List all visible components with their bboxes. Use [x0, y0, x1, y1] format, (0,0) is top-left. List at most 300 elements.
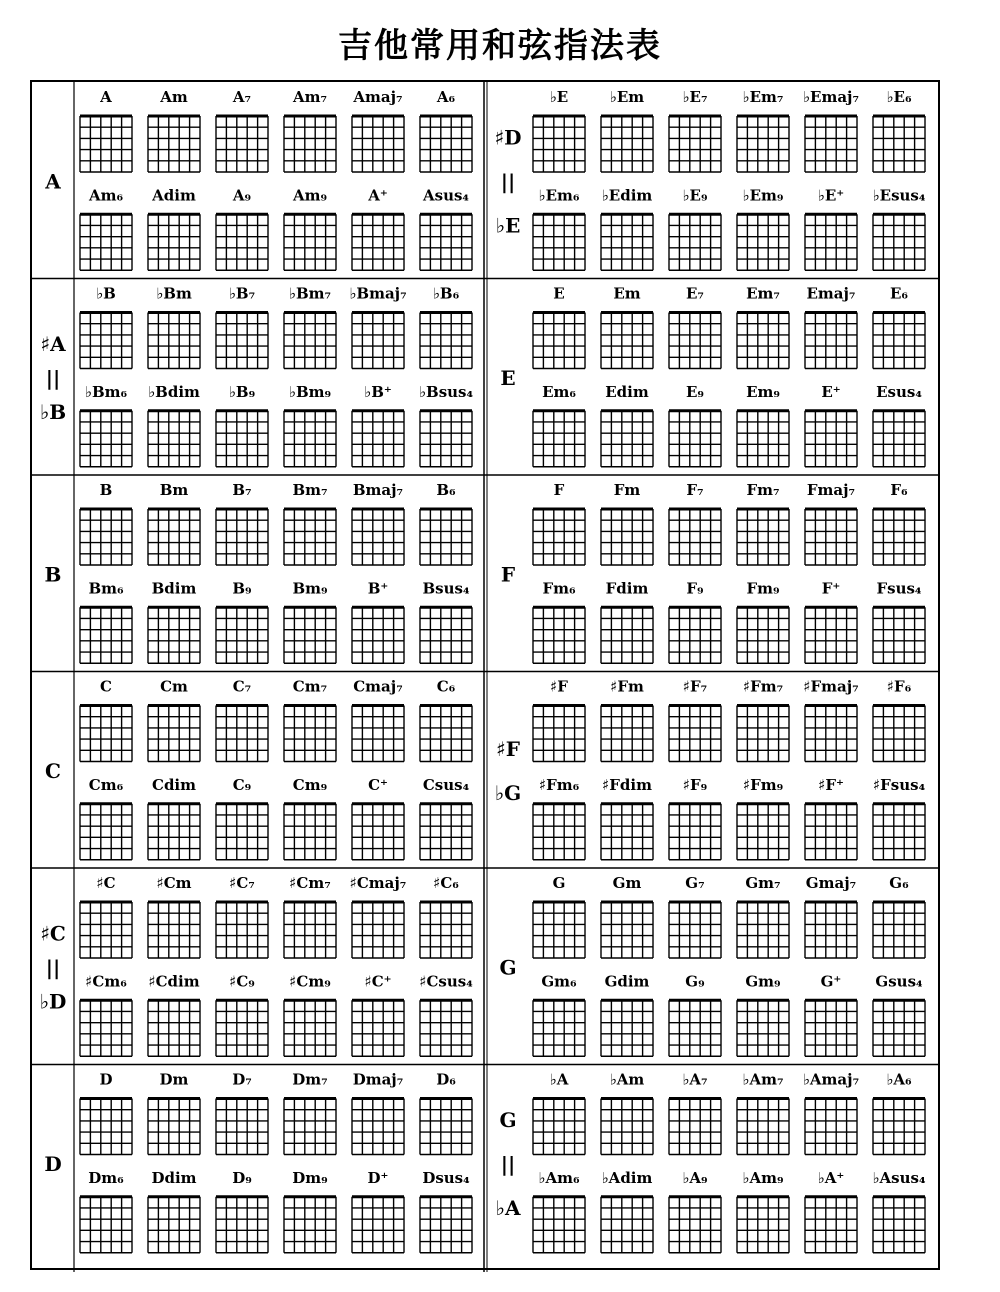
chord-name: ♯Fm₇ [742, 677, 784, 696]
root-label-right: ♯D [494, 125, 522, 150]
chord-diagram [737, 509, 789, 565]
chord-diagram [148, 214, 200, 270]
chord-name: ♯Csus₄ [419, 972, 473, 991]
chord-name: ♭Bmaj₇ [349, 284, 407, 303]
chord-name: ♭Em₆ [538, 186, 580, 205]
chord-diagram [601, 116, 653, 172]
root-label-left: ♭B [39, 399, 67, 424]
chord-diagram [805, 1197, 857, 1253]
chord-name: Edim [605, 382, 649, 401]
chord-name: Dm₉ [292, 1168, 328, 1187]
chord-name: Dsus₄ [422, 1168, 470, 1187]
chord-diagram [873, 214, 925, 270]
chord-name: D⁺ [367, 1168, 389, 1187]
chord-name: Gm₉ [745, 972, 781, 991]
chord-name: ♭Bdim [148, 382, 200, 401]
chord-diagram [352, 1197, 404, 1253]
chord-name: ♯Fdim [602, 775, 652, 794]
chord-diagram [284, 607, 336, 663]
chord-diagram [873, 116, 925, 172]
chord-name: Dm₇ [292, 1070, 328, 1089]
chord-name: ♭A₉ [682, 1168, 708, 1187]
chord-name: ♭Am₉ [742, 1168, 784, 1187]
chord-diagram [805, 607, 857, 663]
chord-diagram [352, 116, 404, 172]
chord-diagram [80, 116, 132, 172]
chord-name: Gsus₄ [875, 972, 923, 991]
chord-name: ♭B₇ [228, 284, 256, 303]
chord-diagram [805, 1000, 857, 1056]
page-title: 吉他常用和弦指法表 [338, 26, 662, 66]
chord-diagram [669, 411, 721, 467]
chord-diagram [420, 1000, 472, 1056]
chord-name: ♭A₇ [682, 1070, 708, 1089]
chord-name: Bmaj₇ [352, 481, 404, 499]
chord-name: D₆ [436, 1070, 456, 1089]
chord-name: ♯F₆ [886, 677, 912, 696]
chord-name: Asus₄ [422, 186, 470, 205]
chord-diagram [873, 1099, 925, 1155]
chord-diagram [284, 902, 336, 958]
chord-diagram [216, 116, 268, 172]
chord-diagram [533, 1099, 585, 1155]
chord-name: ♭Bm₇ [288, 284, 332, 303]
chord-diagram [352, 902, 404, 958]
chord-diagram [216, 1197, 268, 1253]
chord-diagram [873, 902, 925, 958]
chord-diagram [216, 214, 268, 270]
root-label-right: ♭G [494, 780, 522, 805]
chord-name: Bm₆ [88, 579, 124, 598]
chord-name: C₆ [436, 677, 456, 696]
chord-diagram [352, 509, 404, 565]
chord-diagram [601, 1197, 653, 1253]
chord-name: E₇ [685, 284, 705, 303]
chord-diagram [737, 1197, 789, 1253]
chord-diagram [601, 1000, 653, 1056]
chord-diagram [80, 902, 132, 958]
chord-name: Csus₄ [422, 775, 470, 794]
root-label-right: || [500, 1151, 516, 1176]
chord-diagram [737, 804, 789, 860]
chord-diagram [669, 1197, 721, 1253]
chord-name: Em₆ [542, 382, 576, 401]
chord-diagram [216, 313, 268, 369]
chord-name: Bm [159, 481, 189, 499]
chord-diagram [737, 607, 789, 663]
chord-name: ♭Asus₄ [872, 1168, 926, 1187]
chord-name: D₇ [232, 1070, 252, 1089]
chord-diagram [148, 1000, 200, 1056]
chord-name: ♯C₉ [229, 972, 255, 991]
chord-name: ♭Em₇ [742, 88, 784, 106]
chord-name: ♭Em [609, 88, 645, 106]
chord-diagram [873, 607, 925, 663]
root-label-left: ♯A [40, 331, 66, 356]
chord-diagram [216, 1000, 268, 1056]
chord-name: ♭B₆ [432, 284, 460, 303]
chord-diagram [737, 902, 789, 958]
chord-diagram [352, 706, 404, 762]
chord-name: ♭B [96, 284, 116, 303]
chord-diagram [737, 313, 789, 369]
chord-name: Fm [613, 481, 641, 499]
chord-chart-board [30, 80, 940, 1270]
chord-diagram [216, 411, 268, 467]
chord-name: Adim [152, 186, 196, 205]
chord-name: C₉ [232, 775, 252, 794]
chord-name: Gm₇ [745, 874, 781, 892]
chord-diagram [533, 313, 585, 369]
chord-diagram [420, 607, 472, 663]
chord-name: ♯F₉ [682, 775, 708, 794]
chord-diagram [352, 411, 404, 467]
chord-diagram [148, 411, 200, 467]
chord-name: C₇ [232, 677, 252, 696]
chord-diagram [420, 214, 472, 270]
chord-name: ♯Cm [156, 874, 192, 892]
chord-name: Fsus₄ [876, 579, 922, 598]
chord-diagram [601, 313, 653, 369]
chord-diagram [216, 509, 268, 565]
chord-diagram [80, 804, 132, 860]
chord-diagram [805, 706, 857, 762]
chord-diagram [148, 313, 200, 369]
root-label-right: || [500, 169, 516, 194]
chord-diagram [669, 509, 721, 565]
chord-diagram [420, 706, 472, 762]
chord-diagram [533, 706, 585, 762]
chord-name: ♭Bsus₄ [418, 382, 474, 401]
chord-diagram [148, 116, 200, 172]
chord-name: Fdim [605, 579, 649, 598]
chord-name: ♭Esus₄ [872, 186, 926, 205]
chord-name: G₉ [685, 972, 705, 991]
chord-name: E₆ [889, 284, 909, 303]
chord-diagram [601, 411, 653, 467]
chord-name: Ddim [151, 1168, 197, 1187]
chord-name: ♭E₇ [682, 88, 708, 106]
chord-diagram [669, 804, 721, 860]
chord-name: ♯Cm₉ [289, 972, 331, 991]
chord-name: ♭B⁺ [364, 382, 392, 401]
chord-diagram [284, 1099, 336, 1155]
chord-diagram [216, 607, 268, 663]
chord-diagram [533, 1197, 585, 1253]
chord-name: B⁺ [367, 579, 389, 598]
chord-name: Cm [160, 677, 188, 696]
chord-name: Emaj₇ [806, 284, 856, 303]
chord-name: G₇ [685, 874, 705, 892]
chord-name: F₇ [686, 481, 704, 499]
root-label-right: E [500, 365, 516, 390]
chord-diagram [284, 411, 336, 467]
chord-name: ♭A₆ [886, 1070, 912, 1089]
chord-diagram [284, 116, 336, 172]
chord-diagram [80, 1197, 132, 1253]
chord-diagram [737, 116, 789, 172]
chord-diagram [873, 1000, 925, 1056]
chord-name: ♭E⁺ [817, 186, 845, 205]
root-label-left: D [44, 1151, 62, 1176]
chord-diagram [216, 1099, 268, 1155]
chord-name: ♯Fmaj₇ [803, 677, 859, 696]
chord-diagram [80, 607, 132, 663]
chord-diagram [148, 902, 200, 958]
chord-diagram [601, 509, 653, 565]
chord-name: ♯F₇ [682, 677, 708, 696]
chord-name: ♯Cm₆ [85, 972, 127, 991]
chord-diagram [601, 607, 653, 663]
chord-name: Em [613, 284, 641, 303]
root-label-left: C [45, 758, 61, 783]
chord-name: Cm₆ [88, 775, 124, 794]
chord-diagram [80, 411, 132, 467]
chord-diagram [216, 706, 268, 762]
chord-diagram [601, 706, 653, 762]
chord-diagram [601, 902, 653, 958]
chord-diagram [873, 509, 925, 565]
chord-name: A₉ [232, 186, 252, 205]
chord-name: Bm₉ [292, 579, 328, 598]
chord-diagram [805, 1099, 857, 1155]
chord-diagram [805, 313, 857, 369]
chord-diagram [805, 116, 857, 172]
chord-name: A₆ [436, 88, 456, 106]
chord-diagram [284, 1197, 336, 1253]
chord-name: A [100, 88, 112, 106]
chord-name: G⁺ [820, 972, 842, 991]
chord-diagram [669, 902, 721, 958]
chord-diagram [352, 804, 404, 860]
chord-name: Fmaj₇ [806, 481, 856, 499]
chord-name: Em₇ [746, 284, 780, 303]
chord-name: Gmaj₇ [805, 874, 857, 892]
chord-chart-grid [32, 82, 942, 1272]
chord-name: Amaj₇ [353, 88, 403, 106]
chord-diagram [352, 313, 404, 369]
chord-diagram [737, 214, 789, 270]
chord-name: ♭Am₆ [538, 1168, 580, 1187]
chord-diagram [148, 1197, 200, 1253]
root-label-left: A [45, 169, 61, 194]
root-label-right: ♭A [495, 1195, 521, 1220]
chord-diagram [420, 313, 472, 369]
chord-diagram [284, 804, 336, 860]
chord-diagram [533, 411, 585, 467]
chord-name: Gm [612, 874, 642, 892]
chord-name: Bm₇ [292, 481, 328, 499]
chord-diagram [805, 902, 857, 958]
chord-name: ♭Emaj₇ [802, 88, 860, 106]
chord-diagram [148, 804, 200, 860]
root-label-right: G [499, 1107, 517, 1132]
chord-diagram [737, 1000, 789, 1056]
chord-name: G [552, 874, 566, 892]
root-label-right: ♭E [495, 213, 521, 238]
chord-diagram [148, 607, 200, 663]
chord-diagram [601, 804, 653, 860]
chord-name: ♯Cm₇ [289, 874, 331, 892]
chord-name: ♭E₉ [682, 186, 708, 205]
chord-diagram [533, 804, 585, 860]
chord-name: ♭E₆ [886, 88, 912, 106]
root-label-left: ♯C [40, 921, 66, 946]
chord-diagram [805, 411, 857, 467]
chord-name: ♭Adim [601, 1168, 653, 1187]
chord-name: ♯C⁺ [364, 972, 392, 991]
chord-name: Cdim [152, 775, 196, 794]
chord-name: Cm₇ [292, 677, 328, 696]
chord-name: Cm₉ [292, 775, 328, 794]
chord-diagram [873, 804, 925, 860]
chord-diagram [284, 214, 336, 270]
chord-name: C [100, 677, 112, 696]
chord-diagram [216, 902, 268, 958]
chord-name: B [99, 481, 113, 499]
chord-name: ♭A [549, 1070, 569, 1089]
chord-diagram [533, 509, 585, 565]
chord-diagram [737, 1099, 789, 1155]
chord-name: ♭Bm₉ [288, 382, 332, 401]
chord-name: Gdim [604, 972, 650, 991]
chord-diagram [533, 607, 585, 663]
chord-diagram [352, 607, 404, 663]
chord-diagram [284, 509, 336, 565]
root-label-left: B [44, 562, 62, 587]
chord-name: ♯F⁺ [818, 775, 844, 794]
chord-diagram [669, 706, 721, 762]
chord-diagram [80, 313, 132, 369]
chord-diagram [533, 116, 585, 172]
chord-name: B₆ [436, 481, 456, 499]
chord-name: ♭A⁺ [817, 1168, 845, 1187]
chord-diagram [805, 804, 857, 860]
chord-diagram [352, 1099, 404, 1155]
chord-name: ♯Fm₆ [538, 775, 580, 794]
chord-name: C⁺ [368, 775, 388, 794]
chord-name: Bdim [151, 579, 197, 598]
chord-name: D₉ [232, 1168, 252, 1187]
chord-name: Dm [159, 1070, 189, 1089]
chord-name: Fm₇ [746, 481, 780, 499]
chord-diagram [805, 509, 857, 565]
chord-name: F₆ [890, 481, 908, 499]
chord-name: ♭Am₇ [742, 1070, 784, 1089]
chord-diagram [669, 116, 721, 172]
chord-diagram [737, 706, 789, 762]
chord-name: Dm₆ [88, 1168, 124, 1187]
chord-diagram [669, 607, 721, 663]
root-label-left: || [45, 955, 61, 980]
chord-diagram [420, 509, 472, 565]
chord-diagram [805, 214, 857, 270]
root-label-left: ♭D [39, 989, 67, 1014]
chord-name: ♯Fm [610, 677, 644, 696]
chord-name: Gm₆ [541, 972, 577, 991]
chord-diagram [533, 214, 585, 270]
chord-diagram [669, 1000, 721, 1056]
chord-diagram [533, 1000, 585, 1056]
chord-name: Esus₄ [876, 382, 922, 401]
chord-name: ♯Cmaj₇ [349, 874, 407, 892]
chord-diagram [80, 1000, 132, 1056]
chord-diagram [420, 902, 472, 958]
chord-name: B₇ [232, 481, 252, 499]
chord-diagram [601, 214, 653, 270]
chord-name: ♭Em₉ [742, 186, 784, 205]
chord-name: Am [160, 88, 188, 106]
chord-diagram [420, 411, 472, 467]
chord-name: F₉ [686, 579, 704, 598]
chord-diagram [669, 1099, 721, 1155]
chord-diagram [80, 509, 132, 565]
chord-diagram [420, 116, 472, 172]
chord-name: Bsus₄ [422, 579, 470, 598]
chord-name: ♯F [550, 677, 568, 696]
chord-diagram [873, 411, 925, 467]
chord-name: A⁺ [368, 186, 388, 205]
chord-diagram [80, 706, 132, 762]
chord-name: B₉ [232, 579, 252, 598]
chord-name: ♯C₇ [229, 874, 255, 892]
chord-name: D [99, 1070, 113, 1089]
chord-name: F [553, 481, 565, 499]
chord-diagram [352, 1000, 404, 1056]
chord-diagram [873, 313, 925, 369]
chord-name: ♯C [96, 874, 116, 892]
chord-name: ♯C₆ [433, 874, 459, 892]
chord-diagram [284, 706, 336, 762]
chord-name: G₆ [889, 874, 909, 892]
chord-diagram [669, 214, 721, 270]
root-label-left: || [45, 365, 61, 390]
chord-name: Am₇ [292, 88, 328, 106]
chord-name: E₉ [685, 382, 705, 401]
chord-name: ♭Am [609, 1070, 645, 1089]
chord-name: ♭Bm [156, 284, 192, 303]
chord-diagram [352, 214, 404, 270]
chord-name: ♭Edim [601, 186, 653, 205]
chord-name: ♭E [549, 88, 569, 106]
chord-diagram [669, 313, 721, 369]
chord-diagram [873, 706, 925, 762]
chord-name: Am₉ [292, 186, 328, 205]
chord-name: A₇ [232, 88, 252, 106]
chord-name: Cmaj₇ [353, 677, 403, 696]
chord-diagram [737, 411, 789, 467]
chord-diagram [284, 313, 336, 369]
chord-name: Fm₆ [542, 579, 576, 598]
chord-name: Em₉ [746, 382, 780, 401]
chord-name: ♭Amaj₇ [802, 1070, 860, 1089]
chord-diagram [80, 1099, 132, 1155]
chord-name: F⁺ [821, 579, 841, 598]
chord-diagram [148, 706, 200, 762]
chord-name: ♯Fsus₄ [872, 775, 926, 794]
root-label-right: F [500, 562, 516, 587]
chord-diagram [216, 804, 268, 860]
chord-name: E [553, 284, 565, 303]
chord-diagram [601, 1099, 653, 1155]
chord-diagram [148, 1099, 200, 1155]
chord-diagram [533, 902, 585, 958]
chord-diagram [420, 804, 472, 860]
chord-name: ♯Cdim [148, 972, 200, 991]
chord-name: ♭B₉ [228, 382, 256, 401]
root-label-right: G [499, 955, 517, 980]
chord-name: ♭Bm₆ [84, 382, 128, 401]
